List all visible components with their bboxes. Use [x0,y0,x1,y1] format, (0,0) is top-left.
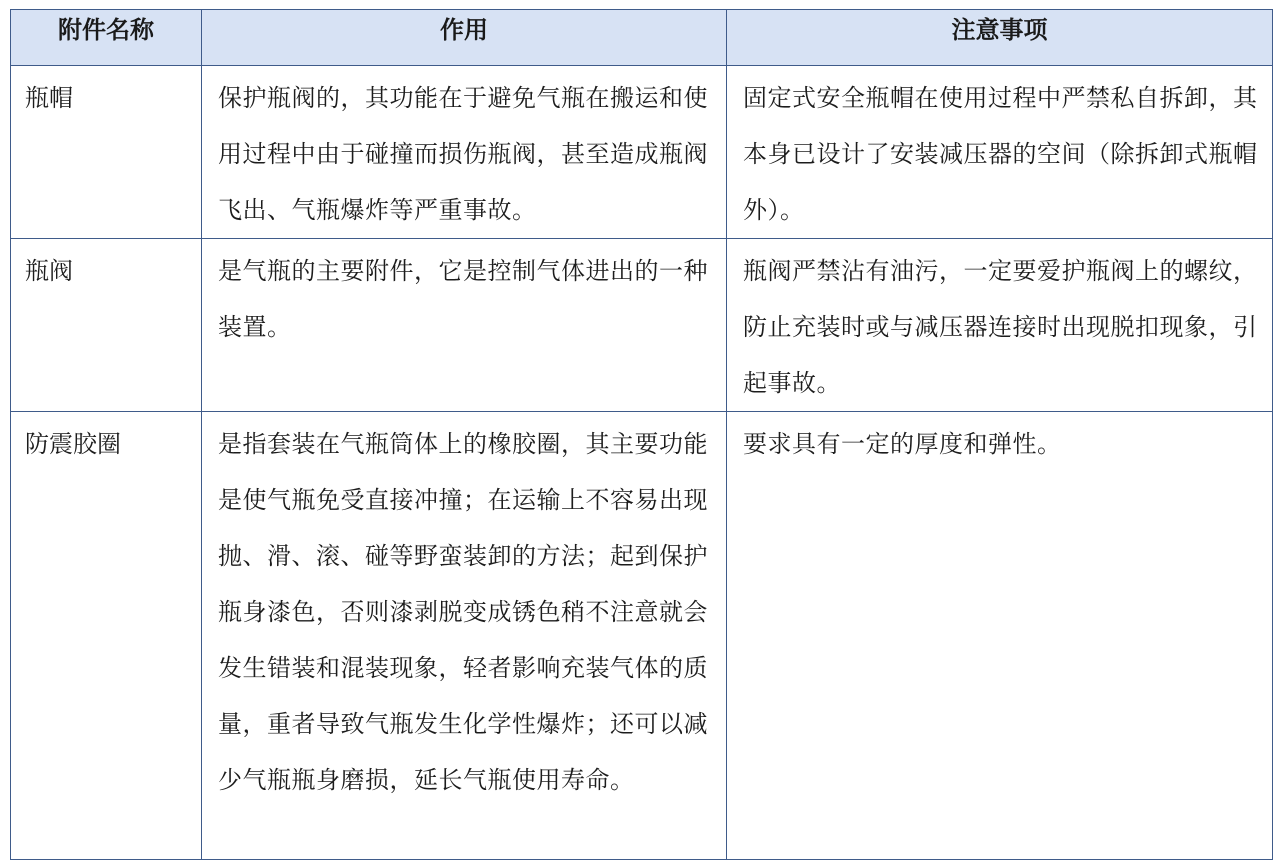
header-function: 作用 [202,10,727,66]
precautions-cell: 固定式安全瓶帽在使用过程中严禁私自拆卸，其本身已设计了安装减压器的空间（除拆卸式瓶帽外）。 [727,66,1273,239]
accessory-name-cell [11,412,202,860]
header-precautions: 注意事项 [727,10,1273,66]
accessory-table-sheet [10,9,1272,849]
accessory-name-cell [11,66,202,239]
table-row [11,412,1273,860]
precautions-cell: 要求具有一定的厚度和弹性。 [727,412,1273,860]
function-cell: 保护瓶阀的，其功能在于避免气瓶在搬运和使用过程中由于碰撞而损伤瓶阀，甚至造成瓶阀飞出、气瓶爆炸等严重事故。 [202,66,727,239]
table-header-row [11,10,1273,66]
accessory-table [10,9,1273,860]
accessory-name: 瓶帽 [25,84,73,112]
accessory-name: 瓶阀 [25,257,73,285]
header-accessory-name: 附件名称 [11,10,202,66]
function-cell: 是指套装在气瓶筒体上的橡胶圈，其主要功能是使气瓶免受直接冲撞；在运输上不容易出现抛、滑、滚、碰等野蛮装卸的方法；起到保护瓶身漆色，否则漆剥脱变成锈色稍不注意就会发生错装和混装现象，轻者影响充装气体的质量，重者导致气瓶发生化学性爆炸；还可以减少气瓶瓶身磨损，延长气瓶使用寿命。 [202,412,727,860]
precautions-cell: 瓶阀严禁沾有油污，一定要爱护瓶阀上的螺纹，防止充装时或与减压器连接时出现脱扣现象，引起事故。 [727,239,1273,412]
table-row [11,239,1273,412]
table-row [11,66,1273,239]
accessory-name: 防震胶圈 [25,430,121,458]
function-cell: 是气瓶的主要附件，它是控制气体进出的一种装置。 [202,239,727,412]
accessory-name-cell [11,239,202,412]
